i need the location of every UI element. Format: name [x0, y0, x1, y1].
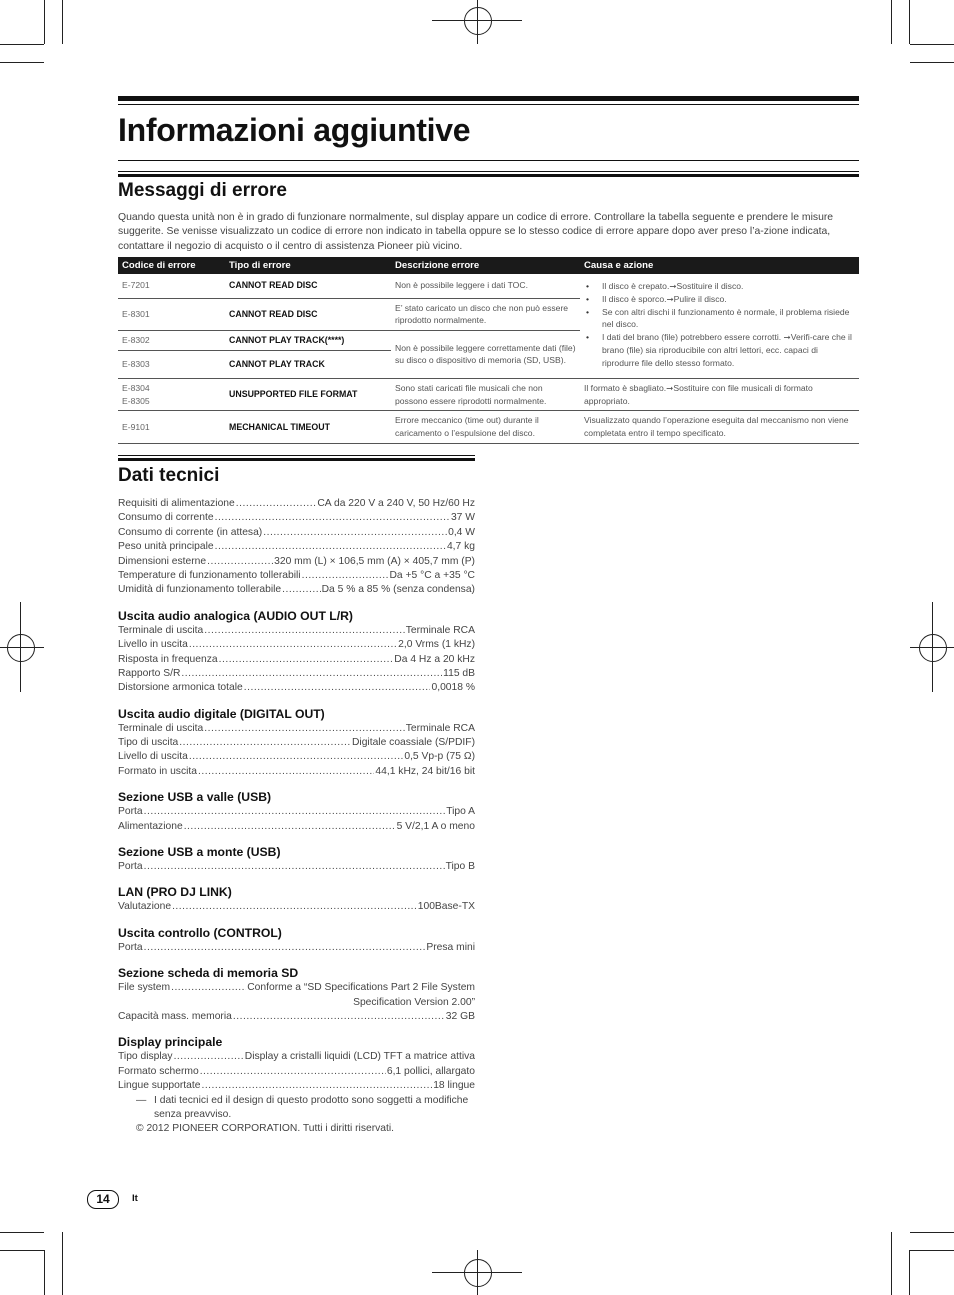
spec-value-continued: Specification Version 2.00” [353, 996, 475, 1008]
spec-groups [118, 598, 475, 1094]
spec-row [118, 805, 475, 819]
spec-value: Terminale RCA [405, 624, 475, 636]
spacer [118, 834, 475, 844]
error-type: CANNOT READ DISC [225, 298, 391, 331]
copyright: © 2012 PIONEER CORPORATION. Tutti i diritti riservati. [136, 1123, 395, 1135]
spec-value: Da 5 % a 85 % (senza condensa) [321, 584, 475, 596]
spec-value: 5 V/2,1 A o meno [396, 820, 475, 832]
error-code: E-8301 [118, 298, 225, 331]
spec-label: Terminale di uscita [118, 722, 204, 734]
error-code: E-7201 [118, 274, 225, 298]
spec-label: Risposta in frequenza [118, 653, 218, 665]
page-title: Informazioni aggiuntive [118, 112, 471, 148]
table-row [118, 274, 859, 298]
spec-value: CA da 220 V a 240 V, 50 Hz/60 Hz [317, 497, 475, 509]
spacer [118, 955, 475, 965]
spec-label: Tipo display [118, 1051, 173, 1063]
spacer [118, 915, 475, 925]
spec-subheading: Display principale [118, 1035, 223, 1050]
column-header: Causa e azione [580, 257, 859, 274]
dot-leader [198, 765, 374, 779]
dot-leader [144, 805, 446, 819]
spec-label: Peso unità principale [118, 541, 214, 553]
spec-value: 37 W [450, 512, 475, 524]
page-number: 14 [87, 1190, 119, 1209]
spec-row [118, 860, 475, 874]
spec-label: File system [118, 982, 171, 994]
dot-leader [215, 540, 446, 554]
spec-subheading: Sezione USB a valle (USB) [118, 790, 272, 805]
error-code: E-8304 E-8305 [118, 378, 225, 411]
spec-value: Display a cristalli liquidi (LCD) TFT a matrice attiva [244, 1051, 475, 1063]
section-rule-thin [118, 171, 859, 172]
cause-list [584, 280, 855, 370]
specs-rule-thin [118, 455, 475, 456]
dot-leader [189, 750, 404, 764]
spec-list [118, 497, 475, 1137]
dot-leader [144, 941, 426, 955]
spacer [118, 696, 475, 706]
spec-row [118, 540, 475, 554]
spec-note [118, 1094, 475, 1123]
list-item: • Il disco è crepato.➞Sostituire il disco. [598, 280, 855, 293]
section-heading-errors: Messaggi di errore [118, 180, 287, 201]
spec-row [118, 722, 475, 736]
spec-row [118, 511, 475, 525]
spec-label: Umidità di funzionamento tollerabile [118, 584, 282, 596]
spec-label: Consumo di corrente [118, 512, 214, 524]
spec-row [118, 820, 475, 834]
dot-leader [207, 555, 273, 569]
note-dash: — [136, 1094, 147, 1106]
spec-label: Tipo di uscita [118, 737, 179, 749]
spec-value: Presa mini [426, 941, 475, 953]
dot-leader [204, 722, 404, 736]
error-description: Sono stati caricati file musicali che non possono essere riprodotti normalmente. [391, 378, 580, 411]
spec-row [118, 624, 475, 638]
spec-value: Conforme a “SD Specifications Part 2 File System [247, 982, 475, 994]
spec-row [118, 681, 475, 695]
spec-row [118, 1010, 475, 1024]
spec-label: Livello in uscita [118, 639, 188, 651]
spec-value: Da 4 Hz a 20 kHz [394, 653, 475, 665]
spec-label: Valutazione [118, 901, 172, 913]
dot-leader [215, 511, 450, 525]
dot-leader [302, 569, 389, 583]
list-item: • Il disco è sporco.➞Pulire il disco. [598, 293, 855, 306]
spec-label: Temperature di funzionamento tollerabili [118, 569, 301, 581]
column-header: Tipo di errore [225, 257, 391, 274]
dot-leader [200, 1065, 386, 1079]
error-type: MECHANICAL TIMEOUT [225, 411, 391, 444]
spec-subheading: Uscita audio digitale (DIGITAL OUT) [118, 706, 325, 721]
specs-rule-thick [118, 458, 475, 461]
spec-value: 115 dB [443, 667, 475, 679]
spec-subheading: Sezione scheda di memoria SD [118, 966, 299, 981]
spec-value: 18 lingue [433, 1080, 475, 1092]
spec-row [118, 653, 475, 667]
note-text: I dati tecnici ed il design di questo prodotto sono soggetti a modifiche senza preavviso. [154, 1094, 469, 1120]
error-code: E-9101 [118, 411, 225, 444]
spec-subheading: Sezione USB a monte (USB) [118, 845, 281, 860]
table-row [118, 378, 859, 411]
column-header: Descrizione errore [391, 257, 580, 274]
dot-leader [181, 667, 442, 681]
spec-label: Lingue supportate [118, 1080, 201, 1092]
dot-leader [282, 583, 320, 597]
dot-leader [263, 526, 447, 540]
error-cause [580, 274, 859, 378]
spec-label: Formato schermo [118, 1065, 199, 1077]
spec-row [118, 667, 475, 681]
spec-label: Capacità mass. memoria [118, 1010, 232, 1022]
error-type: CANNOT PLAY TRACK(****) [225, 331, 391, 351]
dot-leader [236, 497, 317, 511]
title-rule-top [118, 96, 859, 101]
spec-value: Digitale coassiale (S/PDIF) [351, 737, 475, 749]
spec-value: Terminale RCA [405, 722, 475, 734]
dot-leader [171, 981, 246, 995]
spec-row [118, 981, 475, 995]
spacer [118, 598, 475, 608]
spec-row [118, 765, 475, 779]
errors-intro: Quando questa unità non è in grado di funzionare normalmente, sul display appare un codice di errore. Controllare la tabella seguente e prendere le misure suggerite. Se venisse visualizzato un codice di errore non indicato in tabella oppure se lo stesso codice di errore appare dopo aver preso l’a-zione indicata, contattare il negozio di acquisto o il centro di assistenza Pioneer più vicino. [118, 212, 834, 252]
spec-subheading: LAN (PRO DJ LINK) [118, 885, 232, 900]
title-rule-thin [118, 104, 859, 105]
error-description: E’ stato caricato un disco che non può essere riprodotto normalmente. [391, 298, 580, 331]
dot-leader [179, 736, 351, 750]
dot-leader [144, 860, 445, 874]
dot-leader [184, 820, 396, 834]
spec-label: Consumo di corrente (in attesa) [118, 526, 263, 538]
spec-value: Tipo A [446, 806, 475, 818]
spec-label: Porta [118, 941, 143, 953]
spec-subheading: Uscita controllo (CONTROL) [118, 925, 282, 940]
column-header: Codice di errore [118, 257, 225, 274]
spec-value: 100Base-TX [417, 901, 475, 913]
error-description: Non è possibile leggere i dati TOC. [391, 274, 580, 298]
spec-row [118, 1079, 475, 1093]
list-item: • I dati del brano (file) potrebbero essere corrotti. ➞Verifi-care che il brano (file) sia riproducibile con altri lettori, ecc. capaci di riprodurre file dello stesso formato. [598, 331, 855, 369]
error-code: E-8303 [118, 350, 225, 378]
spec-row [118, 736, 475, 750]
spec-value: Tipo B [445, 861, 475, 873]
spec-value: Da +5 °C a +35 °C [389, 569, 475, 581]
dot-leader [204, 624, 404, 638]
spec-value: 6,1 pollici, allargato [386, 1065, 475, 1077]
dot-leader [244, 681, 431, 695]
spec-label: Dimensioni esterne [118, 555, 207, 567]
list-item: • Se con altri dischi il funzionamento è normale, il problema risiede nel disco. [598, 306, 855, 332]
spec-row [118, 638, 475, 652]
error-description: Non è possibile leggere correttamente dati (file) su disco o dispositivo di memoria (SD, USB). [391, 331, 580, 379]
spec-label: Terminale di uscita [118, 624, 204, 636]
spec-label: Livello di uscita [118, 751, 188, 763]
spec-label: Distorsione armonica totale [118, 682, 243, 694]
error-cause: Il formato è sbagliato.➞Sostituire con file musicali di formato appropriato. [580, 378, 859, 411]
dot-leader [189, 638, 397, 652]
spec-row [118, 569, 475, 583]
dot-leader [174, 1050, 244, 1064]
dot-leader [233, 1010, 445, 1024]
error-table [118, 257, 859, 444]
dot-leader [172, 900, 417, 914]
spec-row [118, 900, 475, 914]
spec-row [118, 750, 475, 764]
error-type: CANNOT PLAY TRACK [225, 350, 391, 378]
spec-value: 0,0018 % [431, 682, 475, 694]
spacer [118, 1024, 475, 1034]
dot-leader [201, 1079, 432, 1093]
spec-label: Rapporto S/R [118, 667, 181, 679]
error-type: CANNOT READ DISC [225, 274, 391, 298]
error-cause: Visualizzato quando l’operazione eseguita dal meccanismo non viene completata entro il tempo specificato. [580, 411, 859, 444]
spacer [118, 874, 475, 884]
error-type: UNSUPPORTED FILE FORMAT [225, 378, 391, 411]
spec-label: Porta [118, 861, 143, 873]
table-row [118, 411, 859, 444]
spec-row [118, 555, 475, 569]
spec-value: 4,7 kg [446, 541, 475, 553]
spec-label: Alimentazione [118, 820, 183, 832]
error-description: Errore meccanico (time out) durante il caricamento o l’espulsione del disco. [391, 411, 580, 444]
spec-label: Porta [118, 806, 143, 818]
spec-label: Formato in uscita [118, 765, 197, 777]
spec-value: 0,5 Vp-p (75 Ω) [404, 751, 475, 763]
spec-value: 2,0 Vrms (1 kHz) [398, 639, 475, 651]
section-heading-specs: Dati tecnici [118, 465, 220, 486]
spec-row [118, 583, 475, 597]
spec-value: 44,1 kHz, 24 bit/16 bit [375, 765, 475, 777]
section-rule-thick [118, 174, 859, 177]
dot-leader [219, 653, 394, 667]
spec-row [118, 526, 475, 540]
error-code: E-8302 [118, 331, 225, 351]
spec-general [118, 497, 475, 598]
spec-row [118, 1065, 475, 1079]
spec-value: 320 mm (L) × 106,5 mm (A) × 405,7 mm (P) [274, 555, 475, 567]
title-rule-bottom [118, 160, 859, 161]
spec-row [118, 497, 475, 511]
spacer [118, 779, 475, 789]
spec-row [118, 941, 475, 955]
spec-subheading: Uscita audio analogica (AUDIO OUT L/R) [118, 608, 353, 623]
spec-value: 0,4 W [448, 526, 475, 538]
spec-label: Requisiti di alimentazione [118, 497, 235, 509]
language-code: It [132, 1193, 138, 1204]
spec-row [118, 1050, 475, 1064]
table-header-row [118, 257, 859, 274]
spec-value: 32 GB [445, 1010, 475, 1022]
